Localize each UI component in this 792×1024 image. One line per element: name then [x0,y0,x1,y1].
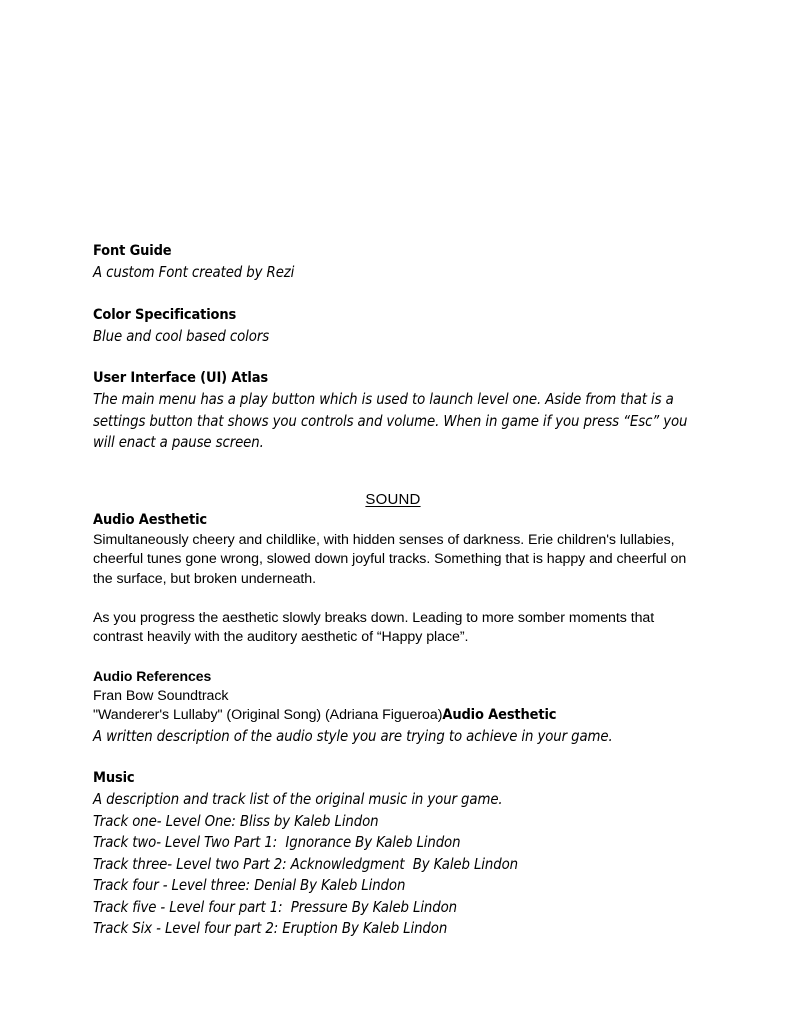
audio-aesthetic-paragraph-2: As you progress the aesthetic slowly breaks down. Leading to more somber moments that contrast heavily with the auditory aesthetic of “Happy place”. [93,609,659,646]
section-heading-color-specifications: Color Specifications [93,306,237,323]
section-heading-font-guide: Font Guide [93,243,172,259]
audio-aesthetic-paragraph-1: Simultaneously cheery and childlike, with hidden senses of darkness. Erie children's lullabies, cheerful tunes gone wrong, slowed down joyful tracks. Something that is happy and cheerful on the surface, but broken underneath. [93,531,691,587]
section-music [93,768,693,940]
sound-section-title: SOUND [365,490,421,508]
spacer [93,648,693,667]
sound-section-title-row [93,489,693,510]
section-heading-audio-references: Audio References [93,668,212,685]
spacer [93,454,693,475]
music-track-item: Track one- Level One: Bliss by Kaleb Lindon [93,812,379,830]
spacer [93,347,693,368]
music-track-item: Track five - Level four part 1: Pressure By Kaleb Lindon [93,898,457,916]
music-track-item: Track four - Level three: Denial By Kaleb Lindon [93,877,406,895]
section-body-ui-atlas: The main menu has a play button which is used to launch level one. Aside from that is a settings button that shows you controls and volume. When in game if you press “Esc” you will enact a pause screen. [93,391,692,451]
audio-reference-item-with-inline-heading [93,706,693,726]
section-heading-audio-aesthetic: Audio Aesthetic [93,511,207,528]
audio-reference-item: Fran Bow Soundtrack [93,687,229,704]
spacer [93,284,693,305]
blank-line [93,589,693,609]
section-body-font-guide: A custom Font created by Rezi [93,264,295,281]
spacer [93,475,693,489]
music-track-item: Track Six - Level four part 2: Eruption By Kaleb Lindon [93,920,448,938]
section-audio-aesthetic [93,510,693,649]
music-track-item: Track two- Level Two Part 1: Ignorance By Kaleb Lindon [93,834,461,852]
audio-references-inline-description: A written description of the audio style you are trying to achieve in your game. [93,727,613,745]
section-heading-music: Music [93,770,135,787]
music-description: A description and track list of the original music in your game. [93,791,503,809]
section-audio-references [93,667,693,747]
section-ui-atlas [93,368,693,454]
section-font-guide [93,241,693,284]
inline-heading-audio-aesthetic: Audio Aesthetic [442,707,557,724]
document-body [93,241,693,940]
music-track-item: Track three- Level two Part 2: Acknowledgment By Kaleb Lindon [93,855,518,873]
audio-reference-item-text: "Wanderer's Lullaby" (Original Song) (Adriana Figueroa) [93,707,443,724]
spacer [93,747,693,768]
section-body-color-specifications: Blue and cool based colors [93,327,270,345]
section-heading-ui-atlas: User Interface (UI) Atlas [93,370,268,386]
section-color-specifications [93,305,693,348]
music-track-list [93,811,693,940]
